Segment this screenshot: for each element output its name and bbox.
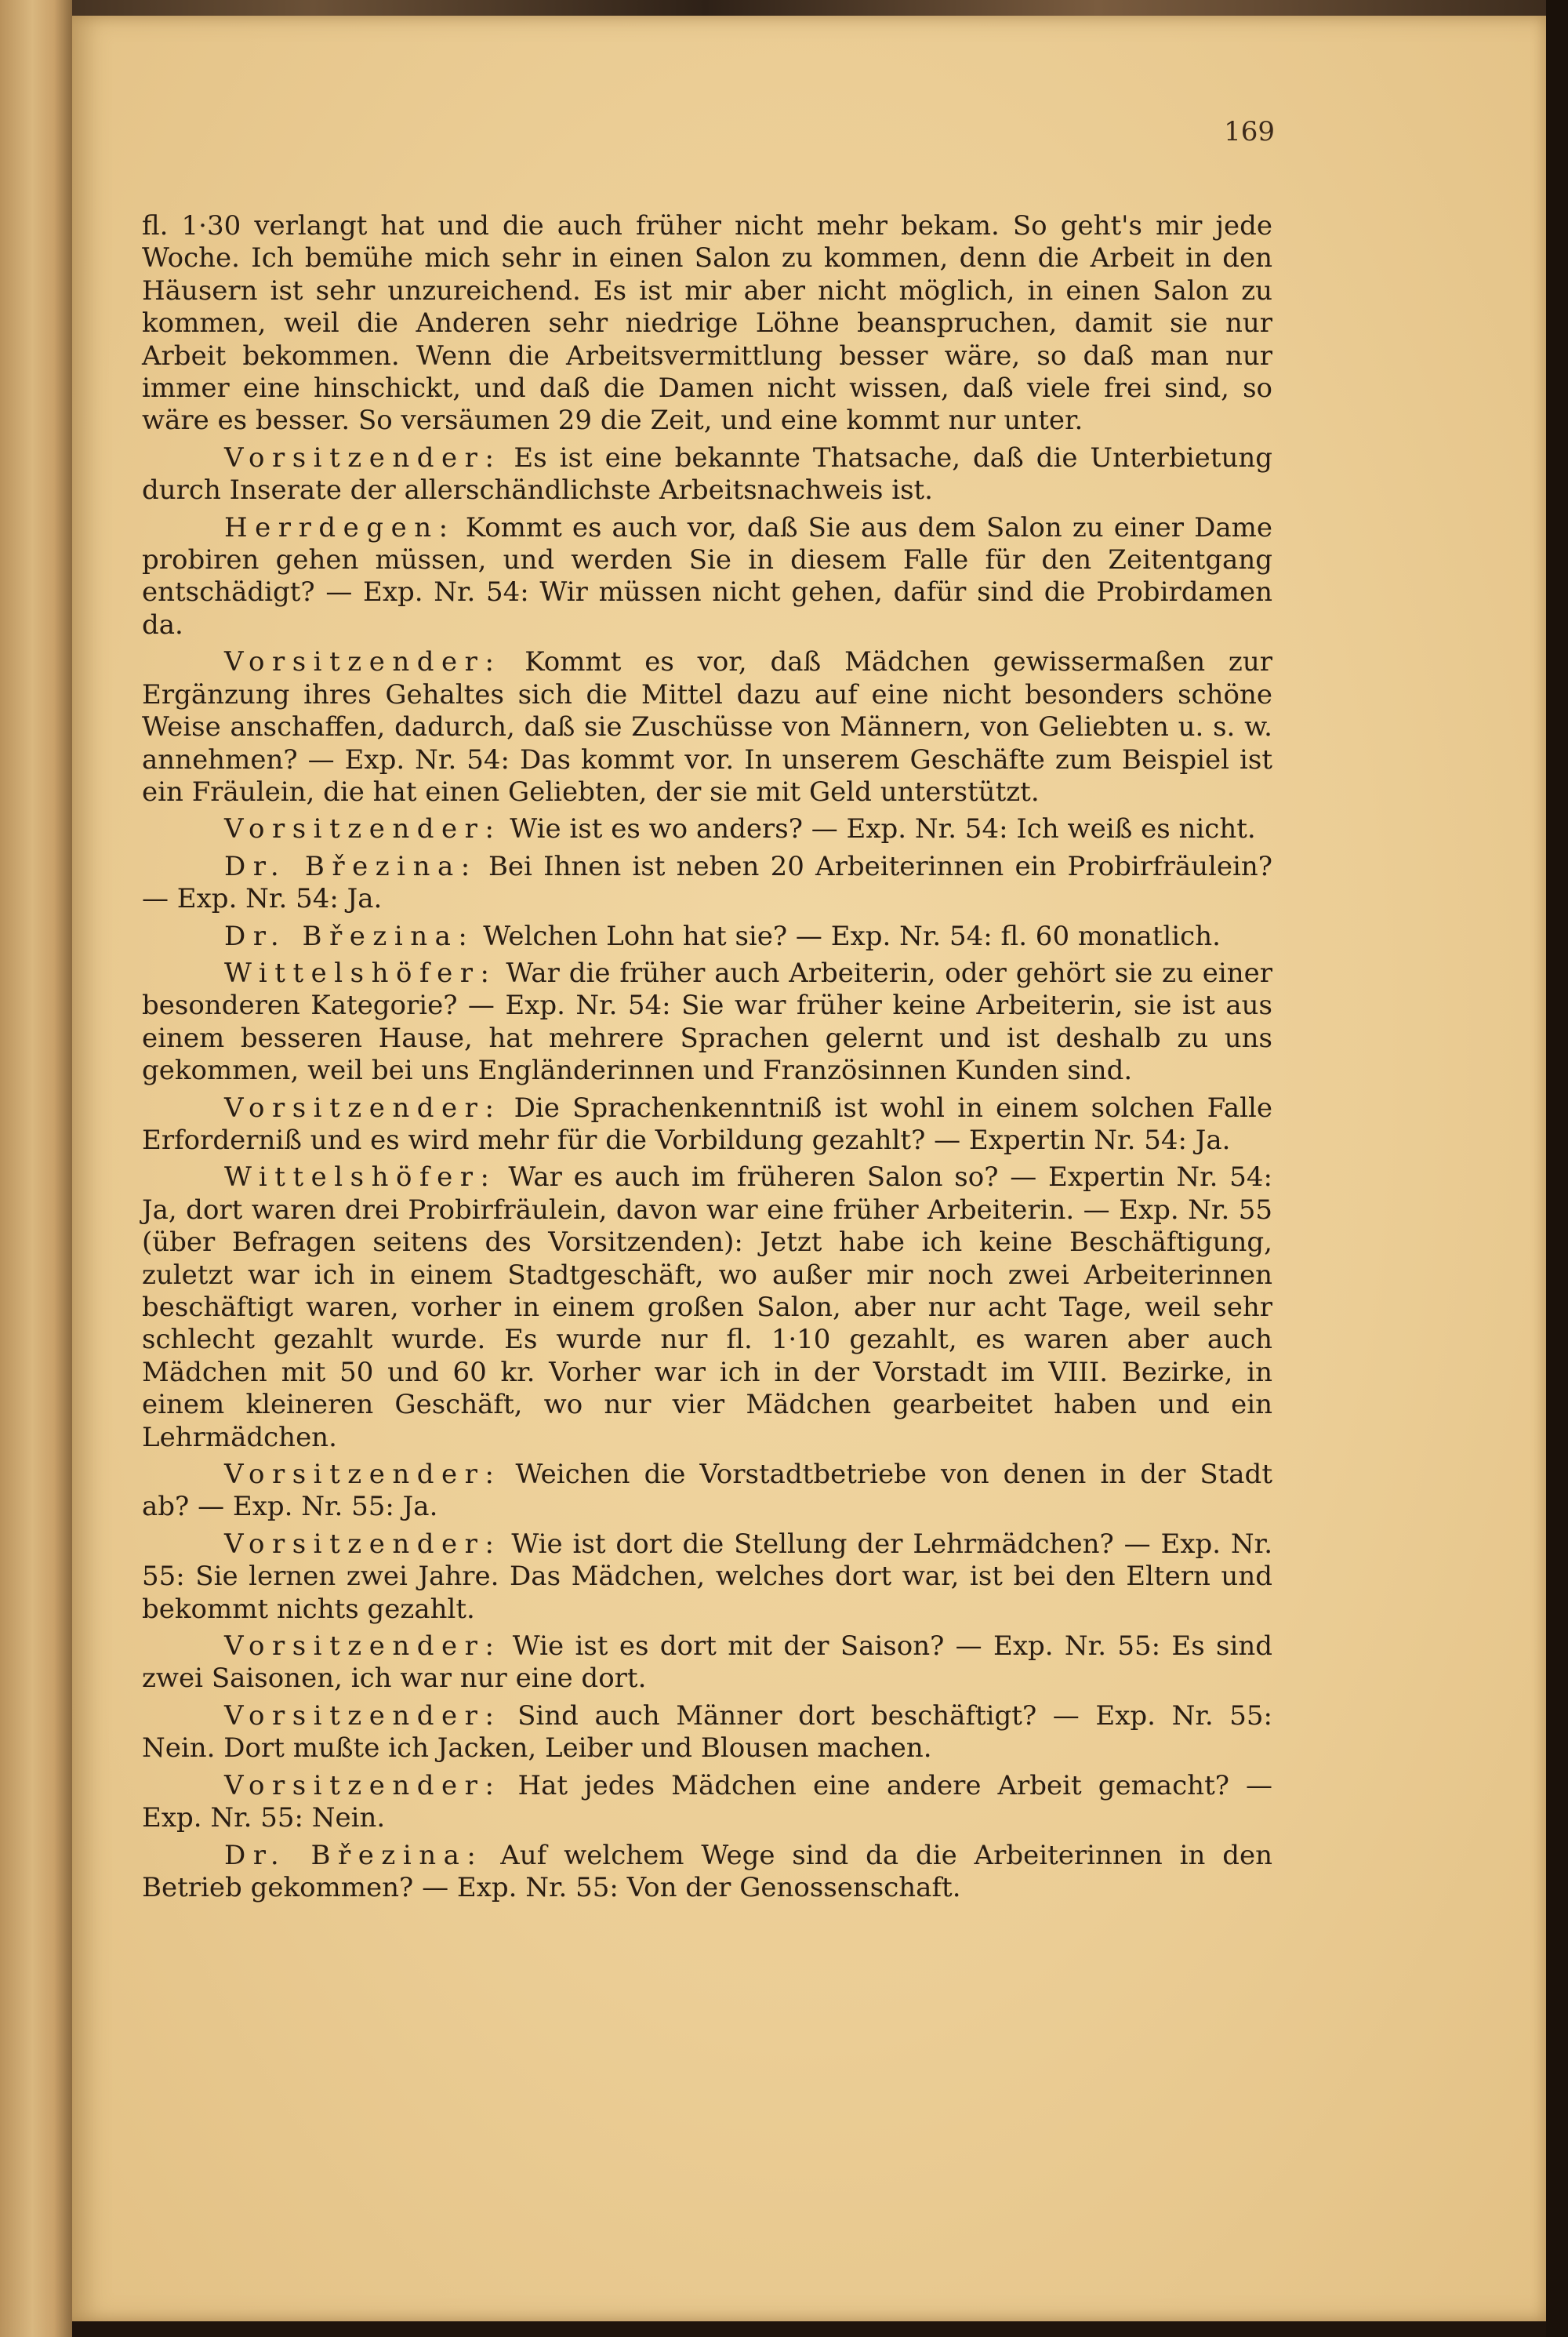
speaker-name: Dr. Březina:	[224, 920, 475, 952]
paragraph-text: Bei Ihnen ist neben 20 Arbeiterinnen ein Probirfräulein? — Exp. Nr. 54: Ja.	[142, 850, 1273, 915]
speaker-name: Wittelshöfer:	[224, 1161, 497, 1194]
paragraph-6	[142, 851, 1272, 916]
paragraph-text: War die früher auch Arbeiterin, oder gehört sie zu einer besonderen Kategorie? — Exp. Nr. 54: Sie war früher keine Arbeiterin, sie ist aus einem besseren Hause, hat mehrere Sprachen gelernt und ist deshalb zu uns gekommen, weil bei uns Engländerinnen und Französinnen Kunden sind.	[142, 957, 1272, 1087]
paragraph-text: Die Sprachenkenntniß ist wohl in einem solchen Falle Erforderniß und es wird mehr für die Vorbildung gezahlt? — Expertin Nr. 54: Ja.	[142, 1092, 1272, 1156]
paragraph-text: Kommt es auch vor, daß Sie aus dem Salon zu einer Dame probiren gehen müssen, und werden Sie in diesem Falle für den Zeitentgang entschädigt? — Exp. Nr. 54: Wir müssen nicht gehen, dafür sind die Probirdamen da.	[142, 511, 1272, 641]
paragraph-2	[142, 442, 1272, 507]
paragraph-text: fl. 1·30 verlangt hat und die auch früher nicht mehr bekam. So geht's mir jede Woche. Ich bemühe mich sehr in einen Salon zu kommen, denn die Arbeit in den Häusern ist sehr unzureichend. Es ist mir aber nicht möglich, in einen Salon zu kommen, weil die Anderen sehr niedrige Löhne beanspruchen, damit sie nur Arbeit bekommen. Wenn die Arbeitsvermittlung besser wäre, so daß man nur immer eine hinschickt, und daß die Damen nicht wissen, daß viele frei sind, so wäre es besser. So versäumen 29 die Zeit, und eine kommt nur unter.	[142, 210, 1272, 437]
paragraph-text: Es ist eine bekannte Thatsache, daß die Unterbietung durch Inserate der allerschändlichste Arbeitsnachweis ist.	[142, 442, 1273, 507]
paragraph-text: Kommt es vor, daß Mädchen gewissermaßen zur Ergänzung ihres Gehaltes sich die Mittel dazu auf eine nicht besonders schöne Weise anschaffen, dadurch, daß sie Zuschüsse von Männern, von Geliebten u. s. w. annehmen? — Exp. Nr. 54: Das kommt vor. In unserem Geschäfte zum Beispiel ist ein Fräulein, die hat einen Geliebten, der sie mit Geld unterstützt.	[142, 646, 1272, 808]
paragraph-11	[142, 1459, 1272, 1524]
paragraph-text: Wie ist dort die Stellung der Lehrmädchen? — Exp. Nr. 55: Sie lernen zwei Jahre. Das Mädchen, welches dort war, ist bei den Eltern und bekommt nichts gezahlt.	[142, 1528, 1273, 1625]
speaker-name: Vorsitzender:	[224, 442, 502, 474]
speaker-name: Vorsitzender:	[224, 1459, 502, 1491]
speaker-name: Wittelshöfer:	[224, 957, 497, 989]
speaker-name: Dr. Březina:	[224, 850, 477, 882]
speaker-name: Vorsitzender:	[224, 1528, 502, 1560]
paragraph-text: Wie ist es wo anders? — Exp. Nr. 54: Ich weiß es nicht.	[510, 813, 1256, 845]
speaker-name: Vorsitzender:	[224, 1092, 502, 1124]
page-number: 169	[1224, 116, 1275, 147]
paragraph-10	[142, 1161, 1272, 1454]
paragraph-1	[142, 210, 1272, 438]
paragraph-text: Hat jedes Mädchen eine andere Arbeit gemacht? — Exp. Nr. 55: Nein.	[142, 1769, 1272, 1834]
paragraph-5	[142, 813, 1272, 845]
paragraph-14	[142, 1700, 1272, 1765]
paragraph-16	[142, 1840, 1272, 1905]
paragraph-8	[142, 958, 1272, 1088]
paragraph-12	[142, 1528, 1272, 1626]
paragraph-3	[142, 512, 1272, 642]
paragraph-text: Wie ist es dort mit der Saison? — Exp. Nr. 55: Es sind zwei Saisonen, ich war nur eine dort.	[142, 1630, 1273, 1695]
transcript-text	[142, 210, 1272, 1909]
paragraph-9	[142, 1092, 1272, 1158]
book-gutter	[0, 0, 72, 2337]
paragraph-text: Sind auch Männer dort beschäftigt? — Exp. Nr. 55: Nein. Dort mußte ich Jacken, Leiber und Blousen machen.	[142, 1699, 1273, 1765]
paragraph-text: War es auch im früheren Salon so? — Expertin Nr. 54: Ja, dort waren drei Probirfräulein, davon war eine früher Arbeiterin. — Exp. Nr. 55 (über Befragen seitens des Vorsitzenden): Jetzt habe ich keine Beschäftigung, zuletzt war ich in einem Stadtgeschäft, wo außer mir noch zwei Arbeiterinnen beschäftigt waren, vorher in einem großen Salon, aber nur acht Tage, weil sehr schlecht gezahlt wurde. Es wurde nur fl. 1·10 gezahlt, es waren aber auch Mädchen mit 50 und 60 kr. Vorher war ich in der Vorstadt im VIII. Bezirke, in einem kleineren Geschäft, wo nur vier Mädchen gearbeitet haben und ein Lehrmädchen.	[142, 1161, 1273, 1453]
right-edge-shadow	[1546, 0, 1568, 2337]
speaker-name: Vorsitzender:	[224, 813, 502, 845]
speaker-name: Vorsitzender:	[224, 1769, 502, 1801]
paragraph-15	[142, 1770, 1272, 1835]
speaker-name: Vorsitzender:	[224, 1699, 502, 1732]
paragraph-4	[142, 646, 1272, 809]
speaker-name: Vorsitzender:	[224, 1630, 502, 1663]
paragraph-text: Weichen die Vorstadtbetriebe von denen in der Stadt ab? — Exp. Nr. 55: Ja.	[142, 1459, 1272, 1523]
paragraph-text: Welchen Lohn hat sie? — Exp. Nr. 54: fl. 60 monatlich.	[483, 920, 1221, 952]
speaker-name: Vorsitzender:	[224, 646, 502, 678]
paragraph-text: Auf welchem Wege sind da die Arbeiterinnen in den Betrieb gekommen? — Exp. Nr. 55: Von der Genossenschaft.	[142, 1839, 1273, 1903]
paragraph-13	[142, 1630, 1272, 1696]
speaker-name: Herrdegen:	[224, 511, 456, 543]
speaker-name: Dr. Březina:	[224, 1839, 484, 1871]
paragraph-7	[142, 921, 1272, 953]
